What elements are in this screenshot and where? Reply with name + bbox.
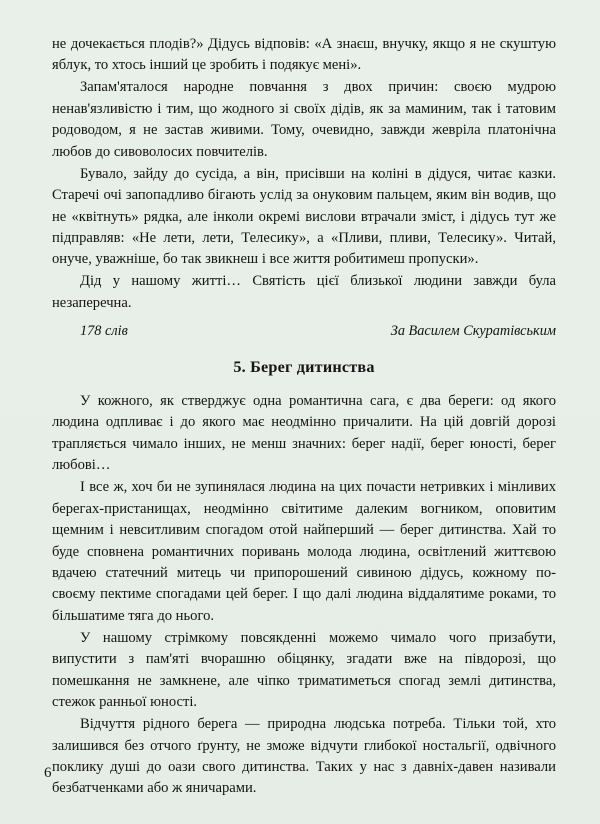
paragraph: Бувало, зайду до сусіда, а він, присівши на колінi в дідуся, читає казки. Старечі очі запопадливо бігають услід за онуковим пальцем, яким він водив, що не «квітнуть» рядка, але інколи окремі вислови втрачали зміст, і дідусь тут же підправляв: «Не лети, лети, Телесику», а «Пливи, пливи, Телесику». Читай, онуче, уважніше, бо так звикнеш і все життя робитимеш пропуски». <box>52 165 556 268</box>
paragraph: Відчуття рідного берега — природна людська потреба. Тільки той, хто залишився без отчого ґрунту, не зможе відчути глибокої ностальгії, одвічного поклику душі до оази свого дитинства. Таких у нас з давніх-давен називали безбатченками або ж яничарами. <box>52 716 556 797</box>
attribution: За Василем Скуратівським <box>390 323 556 340</box>
paragraph: Запам'яталося народне повчання з двох причин: своєю мудрою ненав'язливістю і тим, що жодного зі своїх дідів, як за маминим, так і татовим родоводом, я не застав живими. Тому, очевидно, завжди жевріла платонічна любов до сивоволосих повчителів. <box>52 79 556 160</box>
page-number: 6 <box>44 765 52 781</box>
paragraph: не дочекається плодів?» Дідусь відповів: «А знаєш, внучку, якщо я не скуштую яблук, то хтось інший це зробить і подякує мені». <box>52 36 556 74</box>
paragraph: У нашому стрімкому повсякденні можемо чимало чого призабути, випустити з пам'яті вчорашню обіцянку, згадати вже на півдорозі, що помешкання не замкнене, але чіпко триматиметься спогад землі дитинства, стежок ранньої юності. <box>52 629 556 711</box>
word-count-and-attribution <box>52 321 556 342</box>
page-body <box>52 34 556 800</box>
section-heading: 5. Берег дитинства <box>233 358 375 377</box>
paragraph: Дід у нашому житті… Святість цієї близької людини завжди була незаперечна. <box>52 273 556 311</box>
word-count: 178 слів <box>80 323 128 340</box>
paragraph: У кожного, як стверджує одна романтична сага, є два береги: од якого людина одпливає і до якого має неодмінно причалити. На цій довгій дорозі трапляється чимало інших, не менш значних: берег надії, берег юності, берег любові… <box>52 393 556 474</box>
paragraph: І все ж, хоч би не зупинялася людина на цих почасти нетривких і мінливих берегах-пристанищах, неодмінно світитиме далеким вогником, оповитим щемним і невситливим спогадом отой найперший — берег дитинства. Хай то буде сповнена романтичних поривань молода людина, освітлений життєвою вдачею статечний митець чи припорошений сивиною дідусь, кожному по-своєму пектиме спогадами цей берег. І що далі людина віддалятиме роками, то більшатиме тяга до нього. <box>52 479 556 624</box>
